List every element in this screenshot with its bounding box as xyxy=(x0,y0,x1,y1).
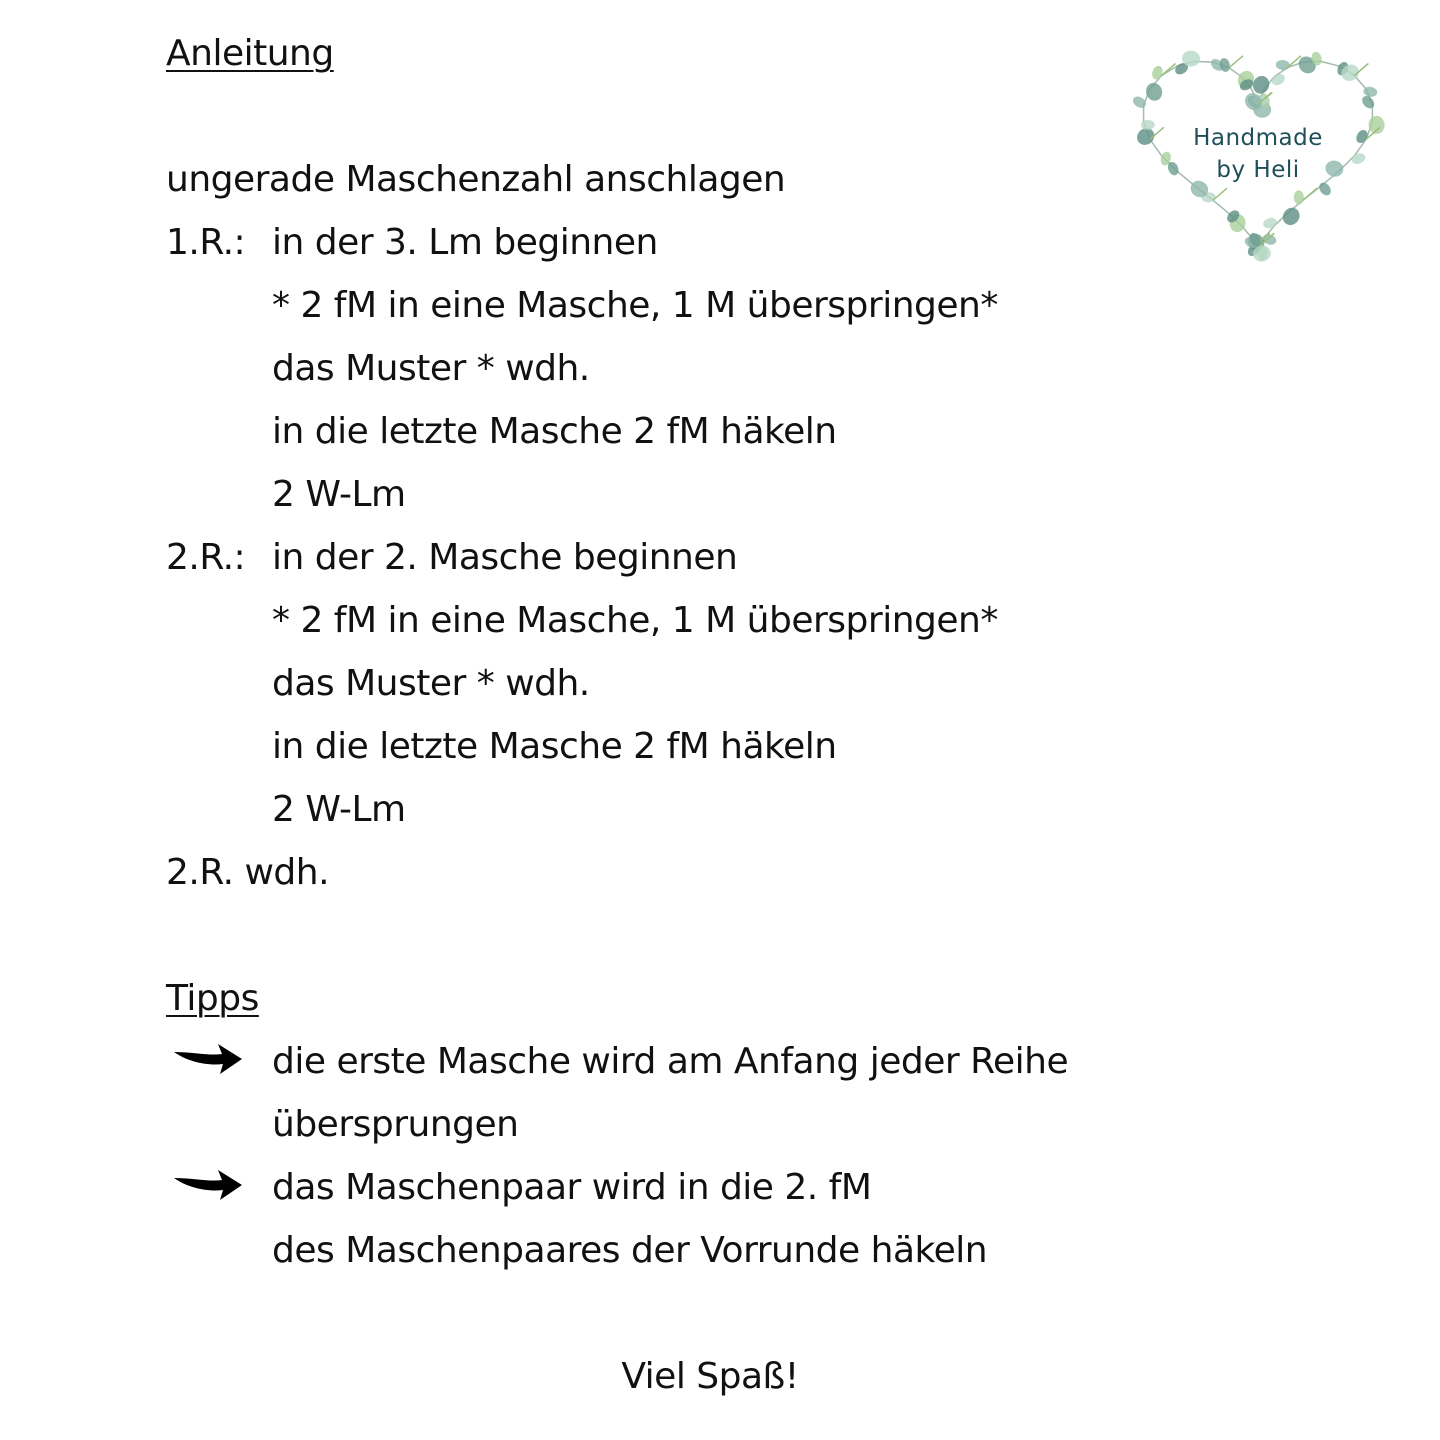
row2-label: 2.R.: xyxy=(166,537,246,578)
row1-line: das Muster * wdh. xyxy=(272,348,590,389)
row1-line: in der 3. Lm beginnen xyxy=(272,222,658,263)
handmade-logo xyxy=(1108,22,1408,272)
tip-line: die erste Masche wird am Anfang jeder Reihe xyxy=(272,1041,1069,1082)
right-arrow-icon xyxy=(170,1166,244,1206)
row1-line: 2 W-Lm xyxy=(272,474,406,515)
intro-line: ungerade Maschenzahl anschlagen xyxy=(166,159,786,200)
closing-text: Viel Spaß! xyxy=(621,1356,799,1397)
tip-line: des Maschenpaares der Vorrunde häkeln xyxy=(272,1230,988,1271)
tips-heading: Tipps xyxy=(166,978,259,1019)
repeat-line: 2.R. wdh. xyxy=(166,852,330,893)
tip-line: das Maschenpaar wird in die 2. fM xyxy=(272,1167,872,1208)
row2-line: in die letzte Masche 2 fM häkeln xyxy=(272,726,837,767)
row2-line: das Muster * wdh. xyxy=(272,663,590,704)
row1-line: in die letzte Masche 2 fM häkeln xyxy=(272,411,837,452)
tip-line: übersprungen xyxy=(272,1104,519,1145)
row2-line: in der 2. Masche beginnen xyxy=(272,537,738,578)
row1-label: 1.R.: xyxy=(166,222,246,263)
logo-text-line1: Handmade xyxy=(1193,125,1323,151)
logo-text-line2: by Heli xyxy=(1216,157,1300,183)
instructions-heading: Anleitung xyxy=(166,33,334,74)
row1-line: * 2 fM in eine Masche, 1 M überspringen* xyxy=(272,285,998,326)
row2-line: 2 W-Lm xyxy=(272,789,406,830)
right-arrow-icon xyxy=(170,1040,244,1080)
row2-line: * 2 fM in eine Masche, 1 M überspringen* xyxy=(272,600,998,641)
